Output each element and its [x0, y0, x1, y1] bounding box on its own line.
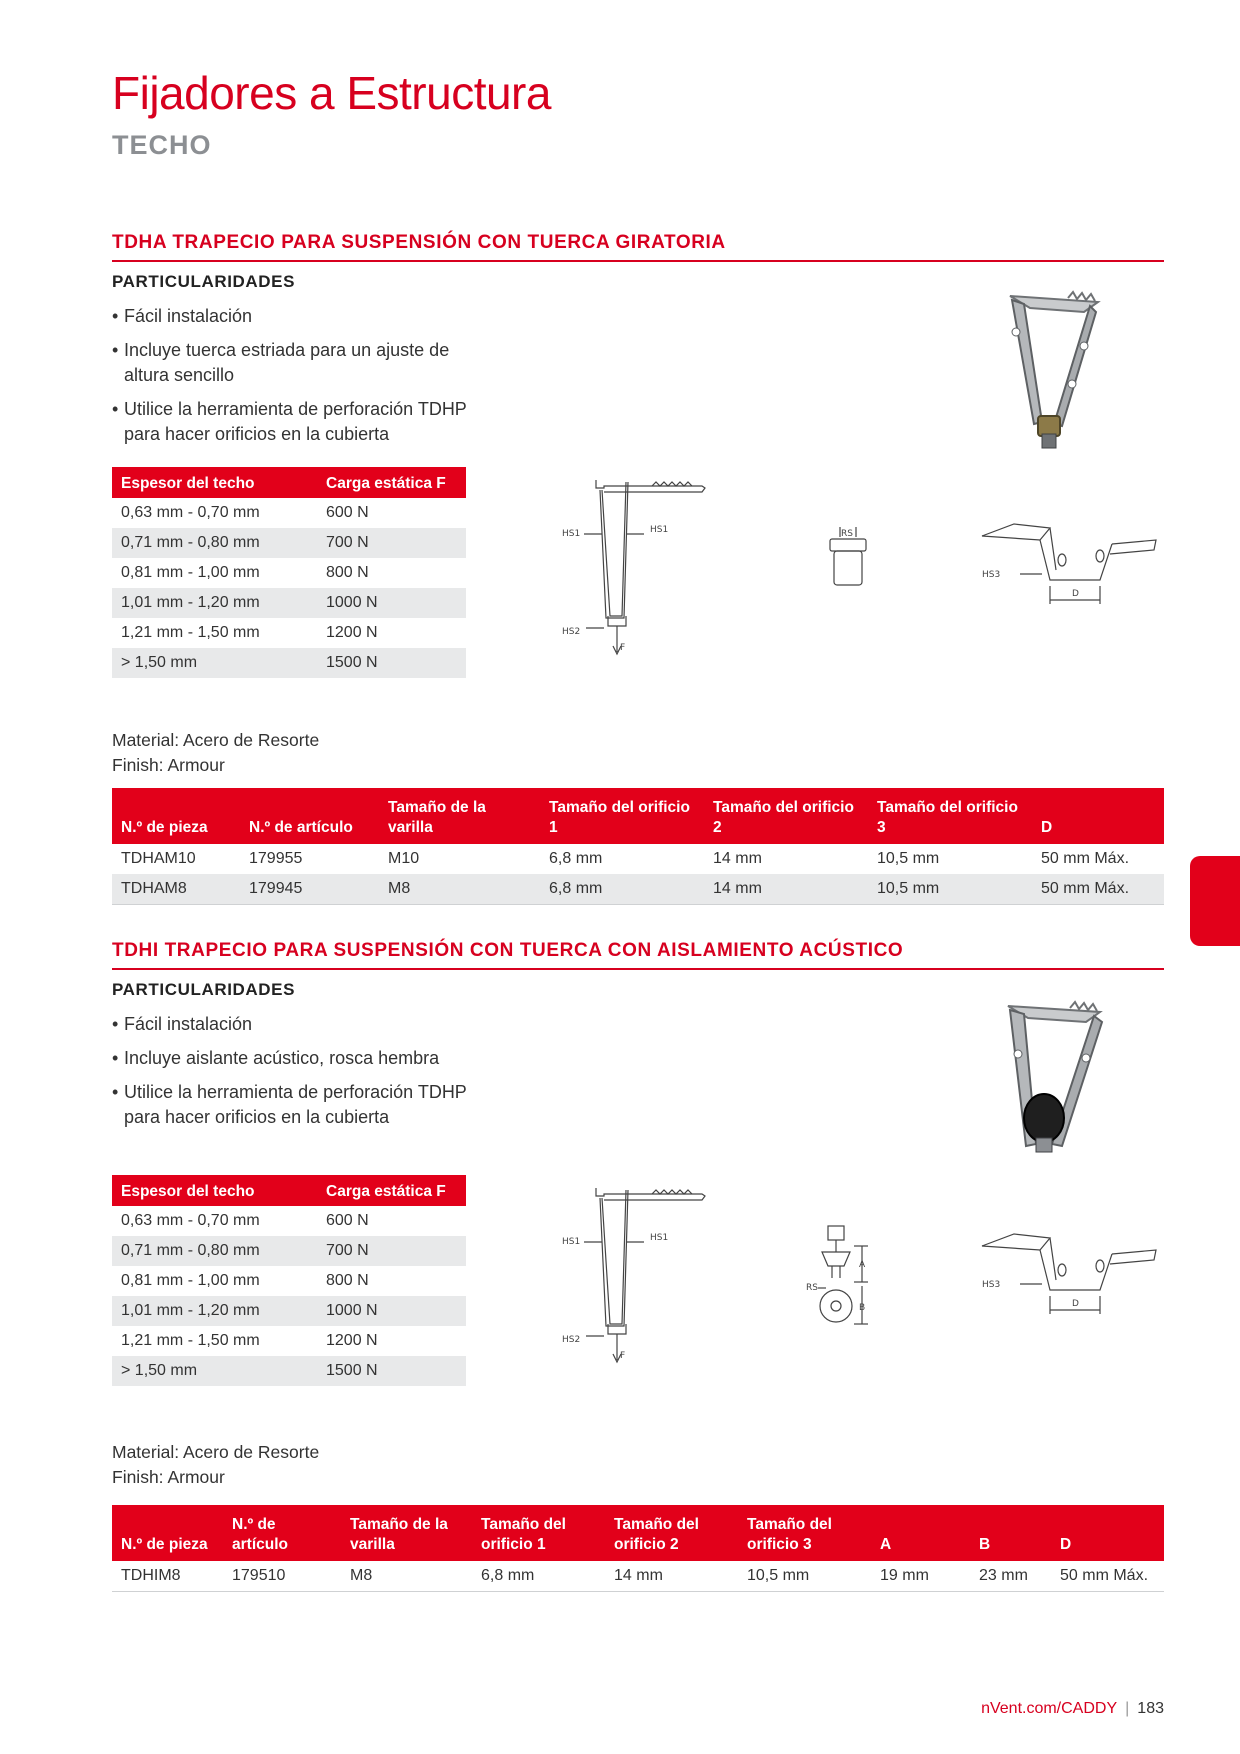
footer-link[interactable]: nVent.com/CADDY	[981, 1700, 1118, 1717]
table-cell: 179945	[240, 874, 379, 904]
technical-drawing-side-tdha	[560, 474, 710, 664]
column-header: N.º de pieza	[112, 788, 240, 844]
table-cell: 1,01 mm - 1,20 mm	[112, 588, 317, 618]
table-cell: 700 N	[317, 528, 466, 558]
column-header: Tamaño del orificio 1	[540, 788, 704, 844]
table-cell: 600 N	[326, 1212, 369, 1229]
label-f: F	[620, 643, 626, 653]
spec-header-thickness: Espesor del techo	[112, 467, 317, 498]
table-cell: 6,8 mm	[540, 874, 704, 904]
column-header: Tamaño del orificio 2	[704, 788, 868, 844]
table-cell: 6,8 mm	[472, 1561, 605, 1591]
table-row	[112, 844, 1164, 874]
table-cell: 23 mm	[970, 1561, 1051, 1591]
table-cell: 0,71 mm - 0,80 mm	[112, 1236, 317, 1266]
list-item: • Utilice la herramienta de perforación TDHP para hacer orificios en la cubierta	[112, 1080, 492, 1130]
column-header: A	[871, 1505, 970, 1561]
table-cell: 1,01 mm - 1,20 mm	[112, 1296, 317, 1326]
material-text: Material: Acero de Resorte	[112, 1442, 320, 1462]
column-header: N.º de artículo	[223, 1505, 341, 1561]
page-subtitle: TECHO	[112, 130, 212, 160]
column-header: B	[970, 1505, 1051, 1561]
table-row	[112, 1561, 1164, 1591]
column-header: Tamaño del orificio 3	[868, 788, 1032, 844]
page-number: 183	[1137, 1700, 1164, 1717]
spec-header-load: Carga estática F	[317, 467, 466, 498]
label-hs1-left: HS1	[562, 529, 581, 539]
table-cell: > 1,50 mm	[112, 1356, 317, 1386]
column-header: Tamaño del orificio 3	[738, 1505, 871, 1561]
table-cell: 14 mm	[605, 1561, 738, 1591]
technical-drawing-side-tdhi	[560, 1182, 710, 1372]
label-b: B	[859, 1303, 866, 1313]
table-row	[112, 1266, 466, 1296]
table-cell: M8	[341, 1561, 472, 1591]
table-cell: 10,5 mm	[868, 874, 1032, 904]
table-row	[112, 874, 1164, 904]
table-cell: TDHAM8	[112, 874, 240, 904]
table-cell: 19 mm	[871, 1561, 970, 1591]
column-header: Tamaño del orificio 2	[605, 1505, 738, 1561]
table-cell: M10	[388, 850, 420, 867]
table-cell: 1500 N	[317, 1356, 466, 1386]
table-cell: 0,63 mm - 0,70 mm	[121, 504, 260, 521]
table-cell: 50 mm Máx.	[1041, 850, 1130, 867]
label-rs: RS	[841, 529, 853, 539]
table-row	[112, 558, 466, 588]
technical-drawing-bracket-tdha	[980, 520, 1160, 610]
finish-text: Finish: Armour	[112, 755, 225, 775]
column-header: D	[1051, 1505, 1164, 1561]
column-header: N.º de pieza	[112, 1505, 223, 1561]
table-cell: 6,8 mm	[549, 850, 603, 867]
table-cell: 1,21 mm - 1,50 mm	[121, 624, 260, 641]
list-item: • Utilice la herramienta de perforación TDHP para hacer orificios en la cubierta	[112, 397, 492, 447]
table-row	[112, 498, 466, 528]
features-heading: PARTICULARIDADES	[112, 980, 296, 999]
table-row	[112, 1236, 466, 1266]
product-photo-tdha	[980, 288, 1116, 458]
table-row	[112, 1326, 466, 1356]
technical-drawing-bracket-tdhi	[980, 1230, 1160, 1320]
table-cell: > 1,50 mm	[112, 648, 317, 678]
column-header: D	[1032, 788, 1164, 844]
side-tab	[1190, 856, 1240, 946]
table-cell: TDHAM10	[121, 850, 196, 867]
table-cell: 700 N	[317, 1236, 466, 1266]
spec-table-tdha	[112, 467, 466, 678]
column-header: Tamaño del orificio 1	[472, 1505, 605, 1561]
label-rs: RS	[806, 1283, 818, 1293]
table-cell: M8	[379, 874, 540, 904]
column-header: N.º de artículo	[240, 788, 379, 844]
table-cell: 50 mm Máx.	[1032, 874, 1164, 904]
material-text: Material: Acero de Resorte	[112, 730, 320, 750]
table-cell: 179955	[249, 850, 303, 867]
label-d: D	[1072, 1299, 1079, 1309]
page-footer	[981, 1700, 1164, 1718]
page-title: Fijadores a Estructura	[112, 67, 551, 119]
table-cell: 1200 N	[326, 624, 378, 641]
table-cell: 1000 N	[317, 1296, 466, 1326]
label-hs1-right: HS1	[650, 1233, 669, 1243]
footer-separator: |	[1125, 1700, 1130, 1717]
table-cell: 0,63 mm - 0,70 mm	[121, 1212, 260, 1229]
section-heading-tdha: TDHA TRAPECIO PARA SUSPENSIÓN CON TUERCA GIRATORIA	[112, 232, 1164, 262]
feature-list	[112, 1012, 492, 1139]
label-a: A	[859, 1260, 866, 1270]
table-row	[112, 648, 466, 678]
table-row	[112, 618, 466, 648]
table-cell: 1,21 mm - 1,50 mm	[121, 1332, 260, 1349]
spec-table-tdhi	[112, 1175, 466, 1386]
table-cell: 14 mm	[713, 850, 762, 867]
table-cell: 800 N	[326, 564, 369, 581]
table-cell: 50 mm Máx.	[1051, 1561, 1164, 1591]
table-cell: 14 mm	[704, 874, 868, 904]
list-item: • Incluye tuerca estriada para un ajuste de altura sencillo	[112, 338, 492, 388]
feature-list	[112, 304, 492, 456]
table-row	[112, 1356, 466, 1386]
table-row	[112, 588, 466, 618]
label-hs1-left: HS1	[562, 1237, 581, 1247]
technical-drawing-nut-tdha	[820, 525, 880, 595]
column-header: Tamaño de la varilla	[379, 788, 540, 844]
table-cell: 10,5 mm	[877, 850, 940, 867]
parts-table-tdha	[112, 788, 1164, 905]
spec-header-load: Carga estática F	[317, 1175, 466, 1206]
spec-header-thickness: Espesor del techo	[112, 1175, 317, 1206]
table-cell: 179510	[223, 1561, 341, 1591]
table-cell: 1200 N	[326, 1332, 378, 1349]
table-row	[112, 528, 466, 558]
list-item: • Fácil instalación	[112, 1012, 492, 1037]
table-cell: 0,81 mm - 1,00 mm	[121, 564, 260, 581]
table-cell: 800 N	[326, 1272, 369, 1289]
table-cell: 600 N	[326, 504, 369, 521]
technical-drawing-nut-tdhi	[806, 1222, 886, 1332]
label-hs2: HS2	[562, 1335, 581, 1345]
table-row	[112, 1296, 466, 1326]
table-row	[112, 1206, 466, 1236]
label-f: F	[620, 1351, 626, 1361]
parts-table-tdhi	[112, 1505, 1164, 1592]
list-item: • Fácil instalación	[112, 304, 492, 329]
column-header: Tamaño de la varilla	[341, 1505, 472, 1561]
table-cell: 0,71 mm - 0,80 mm	[112, 528, 317, 558]
list-item: • Incluye aislante acústico, rosca hembra	[112, 1046, 492, 1071]
label-d: D	[1072, 589, 1079, 599]
label-hs2: HS2	[562, 627, 581, 637]
section-heading-tdhi: TDHI TRAPECIO PARA SUSPENSIÓN CON TUERCA CON AISLAMIENTO ACÚSTICO	[112, 940, 1164, 970]
label-hs1-right: HS1	[650, 525, 669, 535]
table-cell: TDHIM8	[112, 1561, 223, 1591]
table-cell: 0,81 mm - 1,00 mm	[121, 1272, 260, 1289]
features-heading: PARTICULARIDADES	[112, 272, 296, 291]
table-cell: 1000 N	[317, 588, 466, 618]
label-hs3: HS3	[982, 570, 1001, 580]
label-hs3: HS3	[982, 1280, 1001, 1290]
finish-text: Finish: Armour	[112, 1467, 225, 1487]
table-cell: 10,5 mm	[738, 1561, 871, 1591]
product-photo-tdhi	[990, 998, 1126, 1168]
table-cell: 1500 N	[317, 648, 466, 678]
